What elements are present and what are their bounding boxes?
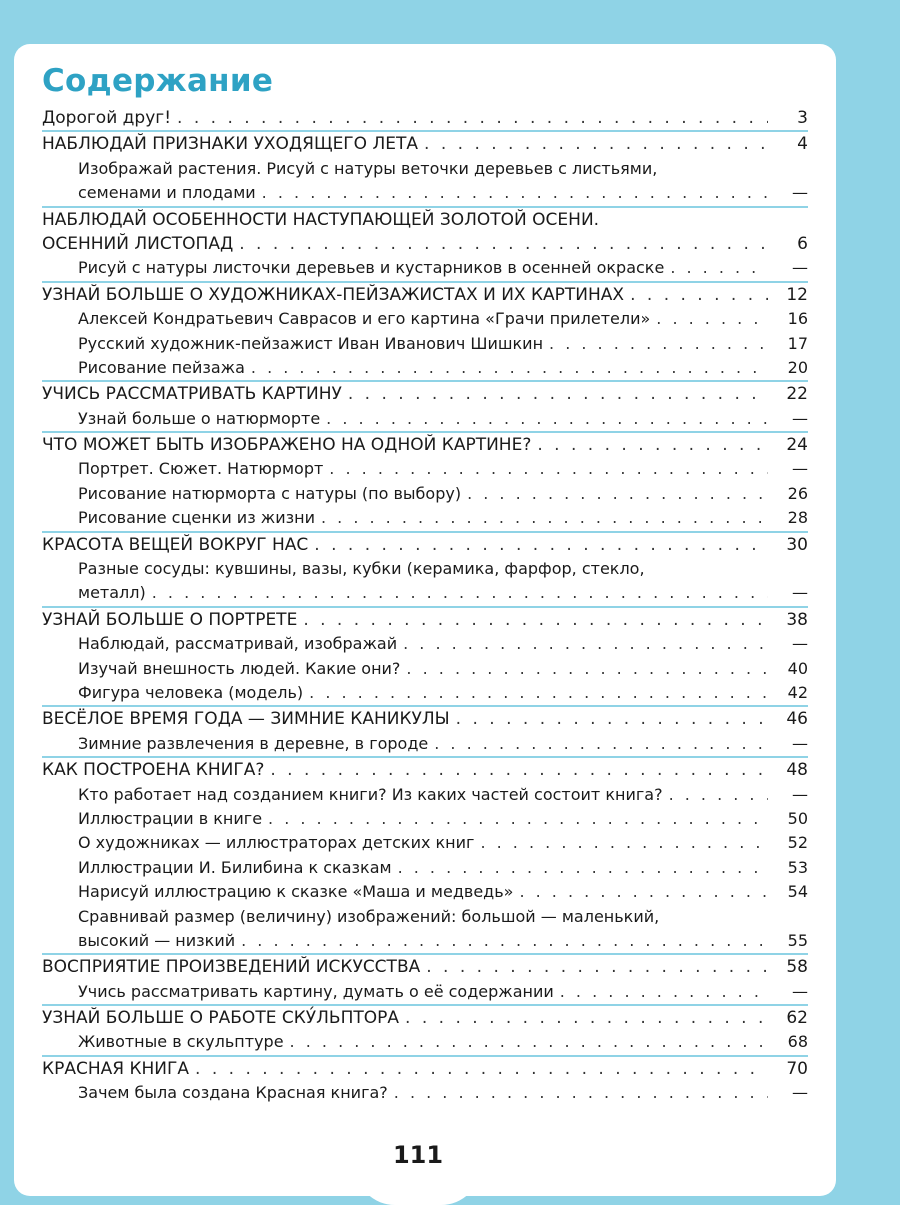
toc-entry-text: УЧИСЬ РАССМАТРИВАТЬ КАРТИНУ <box>42 384 342 405</box>
toc-entry-text: Сравнивай размер (величину) изображений: большой — маленький, <box>78 906 660 926</box>
toc-entry-text: Русский художник-пейзажист Иван Иванович Шишкин <box>78 333 544 353</box>
toc-entry-text: Рисуй с натуры листочки деревьев и кустарников в осенней окраске <box>78 258 665 278</box>
toc-page-number: 6 <box>797 233 808 254</box>
dot-leader <box>177 106 768 130</box>
toc-subsection-line <box>42 506 808 530</box>
toc-subsection-line <box>42 929 808 953</box>
page-number: 111 <box>392 1141 444 1169</box>
toc-entry-text: УЗНАЙ БОЛЬШЕ О РАБОТЕ СКУ́ЛЬПТОРА <box>42 1008 400 1029</box>
toc-page-number: 22 <box>786 384 808 405</box>
toc-section-line <box>42 281 808 307</box>
toc-subsection-line <box>42 732 808 756</box>
toc-entry-text: Рисование сценки из жизни <box>78 508 315 528</box>
toc-entry-text: КРАСНАЯ КНИГА <box>42 1058 190 1079</box>
toc-page-number: 16 <box>787 309 808 329</box>
toc-page-number: 48 <box>786 760 808 781</box>
dot-leader <box>424 132 768 156</box>
toc-subsection-line <box>42 905 808 929</box>
toc-entry-text: Рисование пейзажа <box>78 357 245 377</box>
dot-leader <box>560 980 768 1004</box>
dot-leader <box>348 382 768 406</box>
toc-subsection-line <box>42 581 808 605</box>
dot-leader <box>270 758 768 782</box>
toc-entry-text: ВОСПРИЯТИЕ ПРОИЗВЕДЕНИЙ ИСКУССТВА <box>42 957 421 978</box>
toc-section-line <box>42 1055 808 1081</box>
toc-page-number: 17 <box>787 333 808 353</box>
toc-page-number: 12 <box>786 284 808 305</box>
toc-entry-text: Кто работает над созданием книги? Из каких частей состоит книга? <box>78 784 663 804</box>
toc-section-line <box>42 380 808 406</box>
toc-page-number: 38 <box>786 609 808 630</box>
toc-entry-text: высокий — низкий <box>78 930 236 950</box>
dot-leader <box>251 356 768 380</box>
toc-entry-text: КРАСОТА ВЕЩЕЙ ВОКРУГ НАС <box>42 534 309 555</box>
dot-leader <box>152 581 768 605</box>
toc-page-number: — <box>792 183 808 203</box>
toc-subsection-line <box>42 407 808 431</box>
toc-subsection-line <box>42 256 808 280</box>
toc-entry-text: Портрет. Сюжет. Натюрморт <box>78 459 324 479</box>
toc-section-line <box>42 1004 808 1030</box>
page-number-tab <box>355 1125 481 1205</box>
toc-entry-text: металл) <box>78 583 146 603</box>
toc-subsection-line <box>42 1030 808 1054</box>
toc-subsection-line <box>42 181 808 205</box>
toc-page-number: 70 <box>786 1058 808 1079</box>
toc-subsection-line <box>42 482 808 506</box>
toc-entry-text: Нарисуй иллюстрацию к сказке «Маша и медведь» <box>78 882 514 902</box>
toc-section-line <box>42 953 808 979</box>
toc-page-number: 62 <box>786 1008 808 1029</box>
toc-entry-text: НАБЛЮДАЙ ПРИЗНАКИ УХОДЯЩЕГО ЛЕТА <box>42 134 419 155</box>
toc-page-number: — <box>792 258 808 278</box>
toc-subsection-line <box>42 157 808 181</box>
toc-page-number: — <box>792 733 808 753</box>
dot-leader <box>241 929 768 953</box>
toc-entry-text: УЗНАЙ БОЛЬШЕ О ПОРТРЕТЕ <box>42 609 298 630</box>
toc-section-line <box>42 130 808 156</box>
toc-entry-text: Животные в скульптуре <box>78 1032 284 1052</box>
dot-leader <box>195 1057 768 1081</box>
toc-entry-text: Фигура человека (модель) <box>78 682 304 702</box>
dot-leader <box>403 632 768 656</box>
toc-page-number: 26 <box>787 483 808 503</box>
toc-section-line <box>42 232 808 256</box>
toc-entry-text: Дорогой друг! <box>42 108 172 128</box>
dot-leader <box>268 807 768 831</box>
dot-leader <box>309 681 768 705</box>
toc-page-number: 4 <box>797 134 808 155</box>
toc-entry-text: Алексей Кондратьевич Саврасов и его картина «Грачи прилетели» <box>78 309 651 329</box>
dot-leader <box>519 880 768 904</box>
toc-page-number: — <box>792 981 808 1001</box>
dot-leader <box>398 856 768 880</box>
dot-leader <box>537 433 768 457</box>
table-of-contents <box>42 106 808 1106</box>
dot-leader <box>314 533 768 557</box>
toc-section-line <box>42 431 808 457</box>
toc-subsection-line <box>42 856 808 880</box>
dot-leader <box>239 232 768 256</box>
toc-entry-text: Иллюстрации И. Билибина к сказкам <box>78 857 392 877</box>
toc-section-line <box>42 206 808 232</box>
page-title: Содержание <box>42 63 274 99</box>
toc-page-number: 28 <box>787 508 808 528</box>
toc-section-line <box>42 606 808 632</box>
dot-leader <box>321 506 768 530</box>
toc-entry-text: Наблюдай, рассматривай, изображай <box>78 634 398 654</box>
dot-leader <box>303 608 768 632</box>
toc-page-number: — <box>792 583 808 603</box>
toc-page-number: 42 <box>787 682 808 702</box>
toc-subsection-line <box>42 457 808 481</box>
toc-entry-text: Рисование натюрморта с натуры (по выбору) <box>78 483 462 503</box>
dot-leader <box>630 283 768 307</box>
dot-leader <box>456 707 768 731</box>
dot-leader <box>426 955 768 979</box>
toc-page-number: 58 <box>786 957 808 978</box>
toc-entry-text: Изучай внешность людей. Какие они? <box>78 658 401 678</box>
toc-page-number: 24 <box>786 435 808 456</box>
toc-subsection-line <box>42 632 808 656</box>
toc-entry-text: Узнай больше о натюрморте <box>78 408 321 428</box>
toc-page-number: 30 <box>786 534 808 555</box>
toc-subsection-line <box>42 980 808 1004</box>
dot-leader <box>405 1006 768 1030</box>
toc-section-line <box>42 756 808 782</box>
toc-entry-text: УЗНАЙ БОЛЬШЕ О ХУДОЖНИКАХ-ПЕЙЗАЖИСТАХ И ИХ КАРТИНАХ <box>42 284 625 305</box>
dot-leader <box>669 783 768 807</box>
toc-page-number: 20 <box>787 357 808 377</box>
toc-page-number: 3 <box>797 108 808 128</box>
toc-subsection-line <box>42 880 808 904</box>
toc-page-number: — <box>792 459 808 479</box>
dot-leader <box>394 1081 768 1105</box>
toc-page-number: 40 <box>787 658 808 678</box>
dot-leader <box>406 657 768 681</box>
toc-subsection-line <box>42 356 808 380</box>
toc-page-number: — <box>792 784 808 804</box>
toc-entry-text: НАБЛЮДАЙ ОСОБЕННОСТИ НАСТУПАЮЩЕЙ ЗОЛОТОЙ ОСЕНИ. <box>42 209 600 230</box>
toc-entry-text: Зачем была создана Красная книга? <box>78 1083 388 1103</box>
dot-leader <box>329 457 768 481</box>
dot-leader <box>670 256 768 280</box>
toc-entry-text: ВЕСЁЛОЕ ВРЕМЯ ГОДА — ЗИМНИЕ КАНИКУЛЫ <box>42 709 450 730</box>
toc-page-number: 46 <box>786 709 808 730</box>
toc-entry-text: Изображай растения. Рисуй с натуры веточки деревьев с листьями, <box>78 158 658 178</box>
toc-entry-text: Иллюстрации в книге <box>78 808 263 828</box>
toc-entry-text: Учись рассматривать картину, думать о её содержании <box>78 981 554 1001</box>
dot-leader <box>434 732 768 756</box>
dot-leader <box>467 482 768 506</box>
toc-page-number: 55 <box>787 930 808 950</box>
toc-entry-text: КАК ПОСТРОЕНА КНИГА? <box>42 760 265 781</box>
toc-entry-text: ЧТО МОЖЕТ БЫТЬ ИЗОБРАЖЕНО НА ОДНОЙ КАРТИНЕ? <box>42 435 532 456</box>
toc-entry-text: семенами и плодами <box>78 183 256 203</box>
toc-subsection-line <box>42 783 808 807</box>
toc-subsection-line <box>42 807 808 831</box>
toc-page-number: 68 <box>787 1032 808 1052</box>
toc-page-number: 54 <box>787 882 808 902</box>
toc-subsection-line <box>42 332 808 356</box>
toc-subsection-line <box>42 557 808 581</box>
toc-subsection-line <box>42 681 808 705</box>
toc-subsection-line <box>42 1081 808 1105</box>
toc-section-line <box>42 106 808 130</box>
dot-leader <box>480 831 768 855</box>
toc-page-number: 52 <box>787 833 808 853</box>
page-sheet <box>14 44 836 1196</box>
toc-subsection-line <box>42 831 808 855</box>
toc-page-number: — <box>792 1083 808 1103</box>
toc-subsection-line <box>42 657 808 681</box>
toc-section-line <box>42 531 808 557</box>
dot-leader <box>326 407 768 431</box>
toc-section-line <box>42 705 808 731</box>
dot-leader <box>549 332 768 356</box>
toc-entry-text: О художниках — иллюстраторах детских книг <box>78 833 475 853</box>
toc-page-number: — <box>792 634 808 654</box>
toc-page-number: 53 <box>787 857 808 877</box>
toc-entry-text: ОСЕННИЙ ЛИСТОПАД <box>42 233 234 254</box>
toc-page-number: — <box>792 408 808 428</box>
toc-entry-text: Разные сосуды: кувшины, вазы, кубки (керамика, фарфор, стекло, <box>78 559 645 579</box>
dot-leader <box>262 181 768 205</box>
dot-leader <box>656 307 768 331</box>
dot-leader <box>290 1030 768 1054</box>
toc-entry-text: Зимние развлечения в деревне, в городе <box>78 733 429 753</box>
toc-subsection-line <box>42 307 808 331</box>
toc-page-number: 50 <box>787 808 808 828</box>
